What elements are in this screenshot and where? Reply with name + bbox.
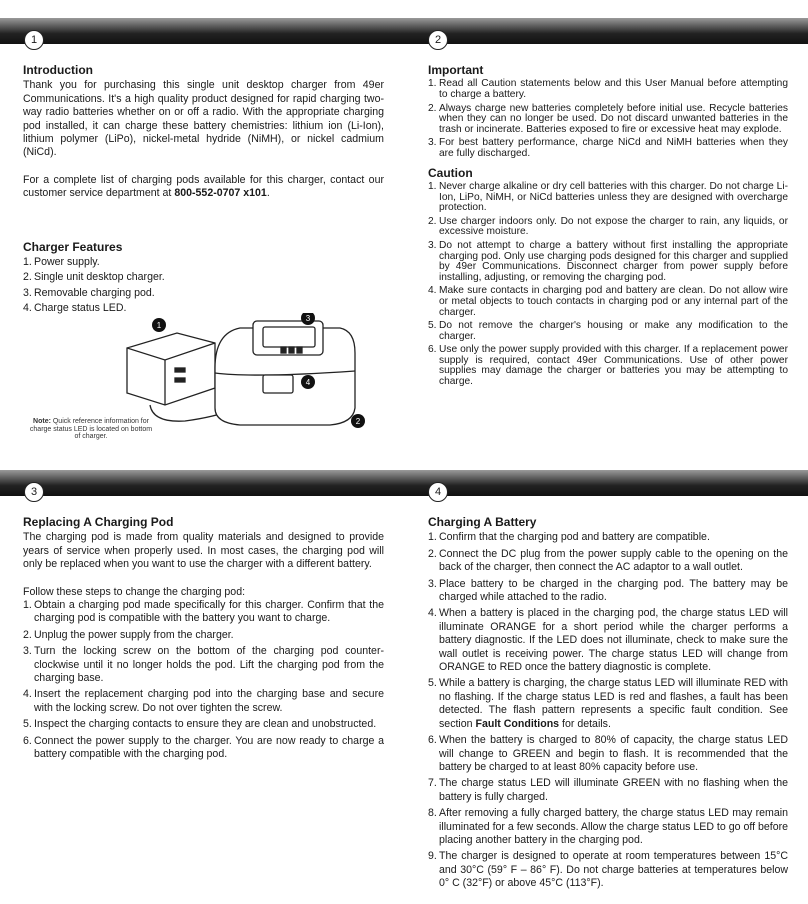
svg-text:2: 2 bbox=[355, 417, 361, 426]
list-item: 4. Make sure contacts in charging pod and battery are clean. Do not allow wire or metal objects to touch contacts in charging pod or any internal part of the charger. bbox=[428, 285, 788, 318]
list-item: 2. Connect the DC plug from the power supply cable to the opening on the back of the charger, then connect the AC adaptor to a wall outlet. bbox=[428, 547, 788, 574]
list-item: 1. Confirm that the charging pod and battery are compatible. bbox=[428, 531, 710, 544]
replacing-paragraph: The charging pod is made from quality materials and designed to provide years of service when properly used. In most cases, the charging pod will only be replaced when you want to use the charger with a different battery. bbox=[23, 531, 384, 571]
svg-text:1: 1 bbox=[156, 321, 162, 330]
page-number: 3 bbox=[24, 482, 44, 502]
page-panel-3 bbox=[0, 452, 404, 904]
list-item: 2. Use charger indoors only. Do not expose the charger to rain, any liquids, or excessive moisture. bbox=[428, 215, 788, 238]
list-item: 3. Place battery to be charged in the charging pod. The battery may be charged while attached to the radio. bbox=[428, 577, 788, 604]
header-bar bbox=[404, 18, 808, 44]
important-list bbox=[428, 79, 788, 159]
list-item: 6. Use only the power supply provided with this charger. If a replacement power supply is required, contact 49er Communications. Use of other power supplies may damage the charger or batteries you may be attempting to charge. bbox=[428, 344, 788, 388]
svg-text:4: 4 bbox=[305, 378, 311, 387]
list-item: 5. Do not remove the charger's housing or make any modification to the charger. bbox=[428, 320, 788, 342]
panel-content bbox=[23, 516, 384, 765]
header-bar bbox=[0, 470, 404, 496]
caution-list bbox=[428, 182, 788, 388]
steps-intro: Follow these steps to change the charging pod: bbox=[23, 585, 246, 598]
illustration-note: Note: Quick reference information for charge status LED is located on bottom of charger. bbox=[29, 418, 153, 440]
list-item: 3. For best battery performance, charge NiCd and NiMH batteries when they are fully discharged. bbox=[428, 137, 788, 159]
features-list bbox=[23, 256, 384, 316]
contact-suffix: . bbox=[266, 187, 270, 200]
charger-illustration bbox=[115, 313, 375, 438]
contact-prefix: For a complete list of charging pods available for this charger, contact our customer service department at bbox=[23, 173, 384, 200]
section-title-caution: Caution bbox=[428, 165, 473, 180]
list-item: 5. Inspect the charging contacts to ensure they are clean and unobstructed. bbox=[23, 718, 377, 731]
list-item: 2. Always charge new batteries completely before initial use. Recycle batteries when they can no longer be used. Do not discard unwanted batteries in the trash or incinerate. Batteries exposed to fire or excessive heat may explode. bbox=[428, 102, 788, 135]
section-title-features: Charger Features bbox=[23, 239, 123, 254]
callout-2 bbox=[351, 414, 365, 428]
list-item: 1. Power supply. bbox=[23, 256, 100, 269]
page-number: 2 bbox=[428, 30, 448, 50]
charging-base-drawing bbox=[215, 321, 355, 425]
section-title-introduction: Introduction bbox=[23, 63, 93, 77]
list-item: 2. Single unit desktop charger. bbox=[23, 271, 165, 284]
page-panel-2 bbox=[404, 0, 808, 452]
svg-text:3: 3 bbox=[305, 314, 311, 323]
list-item: 4. Charge status LED. bbox=[23, 302, 127, 315]
list-item: 4. Insert the replacement charging pod into the charging base and secure with the locking screw. Do not over tighten the screw. bbox=[23, 688, 384, 714]
contact-phone: 800-552-0707 x101 bbox=[174, 187, 267, 200]
list-item: 3. Turn the locking screw on the bottom of the charging pod counter-clockwise until it no longer holds the pod. Lift the charging pod from the charging base. bbox=[23, 645, 384, 685]
page-panel-4 bbox=[404, 452, 808, 904]
list-item: 6. When the battery is charged to 80% of capacity, the charge status LED will change to GREEN and begin to flash. It is recommended that the battery be charged to at least 80% capacity before use. bbox=[428, 734, 788, 773]
callout-1 bbox=[152, 318, 166, 332]
list-item: 7. The charge status LED will illuminate GREEN with no flashing when the battery is fully charged. bbox=[428, 777, 788, 803]
list-item: 9. The charger is designed to operate at room temperatures between 15°C and 30°C (59° F – 86° F). Do not charge batteries at temperatures below 0° C (32°F) or above 45°C (113°F). bbox=[428, 850, 788, 890]
replacing-steps-list bbox=[23, 599, 384, 761]
callout-4 bbox=[301, 375, 315, 389]
list-item: 3. Do not attempt to charge a battery without first installing the appropriate charging pod. Only use charging pods designed for this charger and supplied by 49er Communications. Disconnect charger from power supply before installing, adjusting, or removing the charging pod. bbox=[428, 239, 788, 283]
page-number: 4 bbox=[428, 482, 448, 502]
list-item: 1. Read all Caution statements below and this User Manual before attempting to charge a battery. bbox=[428, 78, 788, 100]
list-item: 4. When a battery is placed in the charging pod, the charge status LED will illuminate ORANGE for a short period while the charger performs a battery diagnostic. If the LED does not illuminate, check to make sure the wall outlet is receiving power. The charge status LED will change from ORANGE to RED once the battery diagnostic is complete. bbox=[428, 607, 788, 674]
panel-content bbox=[428, 516, 788, 894]
list-item: 1. Obtain a charging pod made specifically for this charger. Confirm that the charging pod is compatible with the battery you want to charge. bbox=[23, 599, 384, 625]
section-title-important: Important bbox=[428, 63, 484, 77]
list-item: 1. Never charge alkaline or dry cell batteries with this charger. Do not charge Li-Ion, LiPo, NiMH, or NiCd batteries unless they are designed with overcharge protection. bbox=[428, 180, 788, 214]
list-item: 8. After removing a fully charged battery, the charge status LED may remain illuminated for a few seconds. Allow the charge status LED to go off before placing another battery in the charging pod. bbox=[428, 807, 789, 846]
list-item: 3. Removable charging pod. bbox=[23, 286, 155, 299]
section-title-charging: Charging A Battery bbox=[428, 515, 537, 529]
section-title-replacing: Replacing A Charging Pod bbox=[23, 515, 174, 529]
intro-paragraph: Thank you for purchasing this single unit desktop charger from 49er Communications. It's a high quality product designed for rapid charging two-way radio batteries whether on or off a radio. With the appropriate charging pod installed, it can charge these battery chemistries: lithium ion (Li-Ion), lithium polymer (LiPo), nickel-metal hydride (NiMH), or nickel cadmium (NiCd). bbox=[23, 79, 384, 159]
panel-content bbox=[23, 64, 384, 318]
contact-paragraph bbox=[23, 174, 384, 201]
page-panel-1 bbox=[0, 0, 404, 452]
page-number: 1 bbox=[24, 30, 44, 50]
header-bar bbox=[404, 470, 808, 496]
panel-content bbox=[428, 64, 788, 391]
list-item: 6. Connect the power supply to the charger. You are now ready to charge a battery compatible with the charging pod. bbox=[23, 734, 384, 761]
header-bar bbox=[0, 18, 404, 44]
list-item: 5. While a battery is charging, the charge status LED will illuminate RED with no flashing. If the charge status LED is red and flashes, a fault has been detected. The flash pattern represents a specific fault condition. See section Fault Conditions for details. bbox=[428, 677, 788, 730]
fault-conditions-reference: Fault Conditions bbox=[475, 717, 560, 730]
list-item: 2. Unplug the power supply from the charger. bbox=[23, 628, 234, 641]
charging-steps-list bbox=[428, 531, 788, 890]
